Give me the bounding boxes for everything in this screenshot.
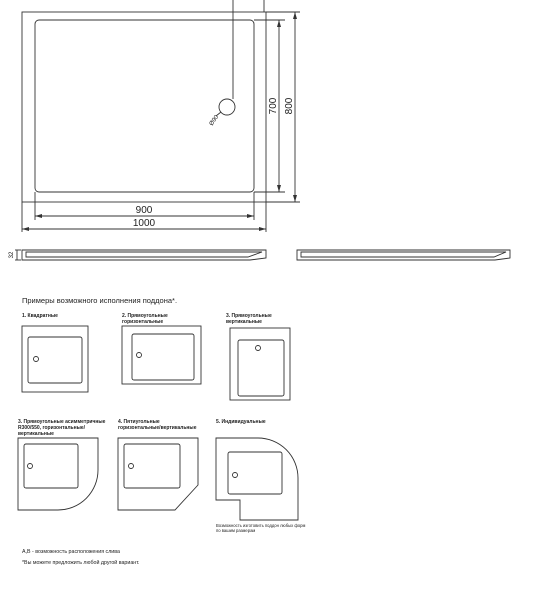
variant-label-square: 1. Квадратные [22, 313, 58, 319]
variant-asymmetric-shape [18, 438, 98, 510]
variant-label-asymmetric: 3. Прямоугольные асимметричные R300/550, горизонтальные/ вертикальные [18, 419, 106, 437]
variant-rect-vertical-shape [230, 328, 290, 400]
dim-label-32: 32 [9, 251, 15, 259]
dim-label-700: 700 [268, 97, 279, 115]
dim-label-900: 900 [135, 205, 153, 216]
variants-heading: Примеры возможного исполнения поддона*. [22, 296, 178, 305]
drain-diameter-label: Ø90 [208, 114, 221, 128]
variant-label-rect-vertical: 3. Прямоугольные вертикальные [226, 313, 272, 325]
drain-circle [219, 99, 235, 115]
dim-label-1000: 1000 [132, 218, 156, 229]
drain-leader-3 [216, 112, 221, 116]
variant-individual-shape [216, 438, 298, 520]
variant-label-individual: 5. Индивидуальные [216, 419, 266, 425]
footer-note-drain: A,B - возможность расположения слива [22, 549, 120, 555]
tray-inner-outline [35, 20, 254, 192]
side-profile-left [22, 250, 266, 260]
variant-label-pentagonal: 4. Пятиугольные горизонтальные/вертикальные [118, 419, 197, 431]
dim-label-800: 800 [284, 97, 295, 115]
individual-note: Возможность изготовить поддон любых форм по вашим размерам [216, 523, 306, 533]
variant-rect-horizontal-shape [122, 326, 201, 384]
variant-label-rect-horizontal: 2. Прямоугольные горизонтальные [122, 313, 168, 325]
variant-square-shape [22, 326, 88, 392]
tray-outer-outline [22, 12, 266, 202]
footer-note-custom: *Вы можете предложить любой другой вариант. [22, 560, 140, 566]
side-profile-right [297, 250, 510, 260]
variant-pentagonal-shape [118, 438, 198, 510]
